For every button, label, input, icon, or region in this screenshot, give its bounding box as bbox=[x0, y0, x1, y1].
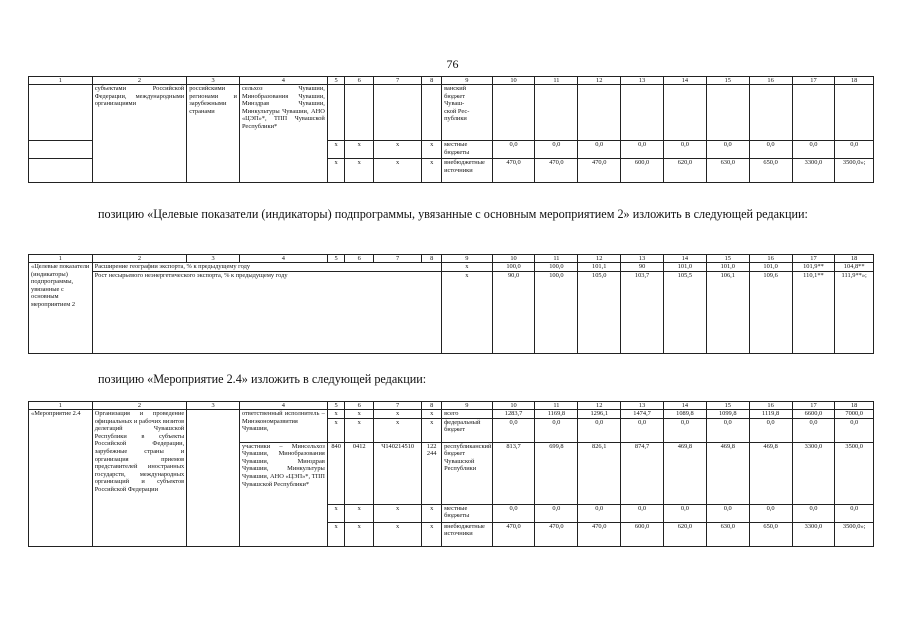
cell-amount: 7000,0 bbox=[835, 410, 874, 419]
cell-amount: 3500,0 bbox=[835, 442, 874, 504]
table-row bbox=[29, 410, 874, 419]
column-number: 4 bbox=[239, 402, 327, 410]
cell-amount: 650,0 bbox=[749, 159, 792, 183]
column-number: 15 bbox=[706, 402, 749, 410]
instruction-paragraph-1: позицию «Целевые показатели (индикаторы) подпрограммы, увязанные с основным мероприятием 2» изложить в следующей редакции: bbox=[98, 207, 808, 221]
cell-code: x bbox=[327, 410, 345, 419]
cell-indicator-value: 109,6 bbox=[749, 271, 792, 353]
cell-indicator-value: 100,0 bbox=[535, 271, 578, 353]
cell-indicator-value: 101,0 bbox=[706, 263, 749, 272]
cell-amount: 3500,0»; bbox=[835, 159, 874, 183]
column-number: 7 bbox=[373, 402, 421, 410]
cell-amount: 699,8 bbox=[535, 442, 578, 504]
cell-amount: 3300,0 bbox=[792, 442, 835, 504]
cell-description: субъектами Российской Федерации, международными организациями bbox=[92, 85, 186, 183]
cell-amount: 0,0 bbox=[492, 418, 535, 442]
cell-code: x bbox=[345, 141, 374, 159]
cell-code: x bbox=[327, 141, 345, 159]
column-number: 6 bbox=[345, 402, 374, 410]
cell-amount: 600,0 bbox=[621, 159, 664, 183]
cell-amount: 600,0 bbox=[621, 522, 664, 546]
cell-indicator-value: 111,9**»; bbox=[835, 271, 874, 353]
cell-amount: 620,0 bbox=[664, 522, 707, 546]
cell-indicator-value: 100,0 bbox=[535, 263, 578, 272]
column-number: 6 bbox=[345, 255, 374, 263]
cell-funding-source: федеральный бюджет bbox=[442, 418, 493, 442]
continuation-table bbox=[28, 76, 874, 183]
cell-amount: 0,0 bbox=[535, 141, 578, 159]
column-number: 4 bbox=[239, 255, 327, 263]
cell-amount: 874,7 bbox=[621, 442, 664, 504]
page-number: 76 bbox=[446, 57, 459, 71]
cell-responsible: ответственный исполнитель – Минэкономразвития Чувашии, bbox=[239, 410, 327, 443]
column-number: 12 bbox=[578, 255, 621, 263]
cell-code: x bbox=[373, 141, 421, 159]
cell-code: x bbox=[327, 504, 345, 522]
column-number: 3 bbox=[187, 77, 240, 85]
cell-amount: 1169,8 bbox=[535, 410, 578, 419]
column-number: 12 bbox=[578, 402, 621, 410]
column-number: 2 bbox=[92, 402, 186, 410]
column-number: 4 bbox=[239, 77, 327, 85]
cell-amount: 469,8 bbox=[664, 442, 707, 504]
cell-indicator-name: Расширение географии экспорта, % к предыдущему году bbox=[92, 263, 441, 272]
cell-indicator-value: 104,8** bbox=[835, 263, 874, 272]
cell-code: Ч140214510 bbox=[373, 442, 421, 504]
cell-indicator-value: 105,5 bbox=[664, 271, 707, 353]
column-number: 7 bbox=[373, 255, 421, 263]
column-number: 8 bbox=[422, 77, 442, 85]
cell-amount: 0,0 bbox=[664, 141, 707, 159]
cell-indicator-value: 106,1 bbox=[706, 271, 749, 353]
cell-amount: 469,8 bbox=[706, 442, 749, 504]
cell-code: x bbox=[345, 159, 374, 183]
cell-amount: 0,0 bbox=[664, 504, 707, 522]
column-number: 1 bbox=[29, 402, 93, 410]
cell-amount: 620,0 bbox=[664, 159, 707, 183]
cell-amount: 1474,7 bbox=[621, 410, 664, 419]
instruction-paragraph-2: позицию «Мероприятие 2.4» изложить в следующей редакции: bbox=[98, 372, 427, 386]
column-number: 10 bbox=[492, 402, 535, 410]
cell-code: x bbox=[422, 410, 442, 419]
cell-code: 122 244 bbox=[422, 442, 442, 504]
cell-indicator-group: «Целевые показатели (индикаторы) подпрограммы, увязанные с основным мероприятием 2 bbox=[29, 263, 93, 354]
column-number: 16 bbox=[749, 255, 792, 263]
column-number: 3 bbox=[187, 402, 240, 410]
cell-amount: 1089,8 bbox=[664, 410, 707, 419]
cell-partners: российскими регионами и зарубежными странами bbox=[187, 85, 240, 183]
column-number: 18 bbox=[835, 402, 874, 410]
cell-amount: 0,0 bbox=[749, 504, 792, 522]
cell-amount: 650,0 bbox=[749, 522, 792, 546]
column-number: 13 bbox=[621, 77, 664, 85]
cell-code: x bbox=[442, 263, 493, 272]
column-number: 1 bbox=[29, 77, 93, 85]
cell-amount: 0,0 bbox=[578, 418, 621, 442]
cell-funding-source: местные бюджеты bbox=[442, 141, 493, 159]
cell-amount: 0,0 bbox=[792, 504, 835, 522]
column-number-row bbox=[29, 402, 874, 410]
cell-amount: 0,0 bbox=[664, 418, 707, 442]
cell-amount: 1099,8 bbox=[706, 410, 749, 419]
cell-amount: 6600,0 bbox=[792, 410, 835, 419]
cell-amount: 813,7 bbox=[492, 442, 535, 504]
cell-indicator-value: 101,1 bbox=[578, 263, 621, 272]
cell-funding-source: местные бюджеты bbox=[442, 504, 493, 522]
column-number: 11 bbox=[535, 77, 578, 85]
cell-code: x bbox=[345, 418, 374, 442]
cell-indicator-value: 101,9** bbox=[792, 263, 835, 272]
cell-amount: 0,0 bbox=[792, 141, 835, 159]
cell-code: x bbox=[373, 159, 421, 183]
cell-indicator-value: 105,0 bbox=[578, 271, 621, 353]
cell-code: x bbox=[345, 504, 374, 522]
cell-funding-source: республиканский бюджет Чувашской Республики bbox=[442, 442, 493, 504]
cell-code: x bbox=[422, 418, 442, 442]
cell-code: x bbox=[442, 271, 493, 353]
cell-code: x bbox=[373, 522, 421, 546]
cell-amount: 0,0 bbox=[835, 141, 874, 159]
column-number: 5 bbox=[327, 255, 345, 263]
cell-code: x bbox=[345, 410, 374, 419]
indicators-table bbox=[28, 254, 874, 354]
cell-amount: 826,1 bbox=[578, 442, 621, 504]
column-number: 14 bbox=[664, 255, 707, 263]
table-row bbox=[29, 271, 874, 353]
cell-code: x bbox=[422, 141, 442, 159]
column-number: 9 bbox=[442, 402, 493, 410]
column-number: 10 bbox=[492, 77, 535, 85]
cell-amount: 3300,0 bbox=[792, 522, 835, 546]
cell-amount: 0,0 bbox=[792, 418, 835, 442]
column-number: 7 bbox=[373, 77, 421, 85]
table-row bbox=[29, 85, 874, 141]
column-number: 8 bbox=[422, 255, 442, 263]
cell-amount: 0,0 bbox=[621, 141, 664, 159]
cell-amount: 630,0 bbox=[706, 159, 749, 183]
cell-funding-source: внебюджетные источники bbox=[442, 159, 493, 183]
column-number: 17 bbox=[792, 402, 835, 410]
column-number: 1 bbox=[29, 255, 93, 263]
cell-code: x bbox=[327, 159, 345, 183]
column-number: 18 bbox=[835, 77, 874, 85]
cell-amount: 1283,7 bbox=[492, 410, 535, 419]
cell-amount: 0,0 bbox=[749, 141, 792, 159]
cell-code: x bbox=[422, 504, 442, 522]
column-number: 17 bbox=[792, 255, 835, 263]
column-number: 14 bbox=[664, 402, 707, 410]
cell-amount: 470,0 bbox=[492, 522, 535, 546]
cell-amount: 470,0 bbox=[578, 522, 621, 546]
cell-code: x bbox=[327, 522, 345, 546]
cell-funding-source: внебюджетные источники bbox=[442, 522, 493, 546]
column-number: 8 bbox=[422, 402, 442, 410]
cell-amount: 470,0 bbox=[492, 159, 535, 183]
column-number: 13 bbox=[621, 402, 664, 410]
cell-code: x bbox=[373, 410, 421, 419]
cell-indicator-name: Рост несырьевого неэнергетического экспорта, % к предыдущему году bbox=[92, 271, 441, 353]
column-number: 18 bbox=[835, 255, 874, 263]
column-number: 9 bbox=[442, 77, 493, 85]
cell-funding-source: всего bbox=[442, 410, 493, 419]
cell-amount: 0,0 bbox=[578, 504, 621, 522]
cell-amount: 0,0 bbox=[492, 141, 535, 159]
column-number: 11 bbox=[535, 402, 578, 410]
cell-amount: 0,0 bbox=[535, 418, 578, 442]
cell-amount: 0,0 bbox=[535, 504, 578, 522]
column-number: 15 bbox=[706, 77, 749, 85]
cell-amount: 3500,0»; bbox=[835, 522, 874, 546]
column-number: 10 bbox=[492, 255, 535, 263]
cell-measure-description: Организация и проведение официальных и рабочих визитов делегаций Чувашской Республики в субъекты Российской Федерации, зарубежные страны и организация приемов представителей иностранных государств, международных организаций и субъектов Российской Федерации bbox=[92, 410, 186, 547]
cell-code: x bbox=[422, 522, 442, 546]
cell-amount: 0,0 bbox=[706, 141, 749, 159]
column-number: 13 bbox=[621, 255, 664, 263]
cell-participants: участники – Минсельхоз Чувашии, Минобразования Чувашии, Минздрав Чувашии, Минкультуры Чувашии, АНО «ЦЭП»*, ТПП Чувашской Республики* bbox=[239, 442, 327, 546]
measure-table bbox=[28, 401, 874, 547]
column-number: 17 bbox=[792, 77, 835, 85]
cell-indicator-value: 101,0 bbox=[749, 263, 792, 272]
cell-executors: сельхоз Чувашии, Минобразования Чувашии, Минздрав Чувашии, Минкультуры Чувашии, АНО «ЦЭП»*, ТПП Чувашской Республики* bbox=[239, 85, 327, 183]
cell-amount: 0,0 bbox=[835, 504, 874, 522]
cell-amount: 0,0 bbox=[749, 418, 792, 442]
cell-indicator-value: 101,0 bbox=[664, 263, 707, 272]
cell-code: 840 bbox=[327, 442, 345, 504]
cell-indicator-value: 103,7 bbox=[621, 271, 664, 353]
table-row bbox=[29, 263, 874, 272]
cell-amount: 1296,1 bbox=[578, 410, 621, 419]
column-number: 2 bbox=[92, 255, 186, 263]
cell-measure-name: «Мероприятие 2.4 bbox=[29, 410, 93, 547]
column-number-row bbox=[29, 255, 874, 263]
cell-amount: 470,0 bbox=[578, 159, 621, 183]
cell-amount: 630,0 bbox=[706, 522, 749, 546]
cell-code: x bbox=[345, 522, 374, 546]
column-number: 12 bbox=[578, 77, 621, 85]
cell-indicator-value: 100,0 bbox=[492, 263, 535, 272]
cell-amount: 469,8 bbox=[749, 442, 792, 504]
column-number: 9 bbox=[442, 255, 493, 263]
column-number: 6 bbox=[345, 77, 374, 85]
column-number: 16 bbox=[749, 77, 792, 85]
cell-amount: 0,0 bbox=[492, 504, 535, 522]
cell-amount: 0,0 bbox=[706, 504, 749, 522]
cell-source: ванский бюджет Чуваш- ской Рес- публики bbox=[442, 85, 493, 141]
cell-indicator-value: 90,0 bbox=[492, 271, 535, 353]
cell-code: 0412 bbox=[345, 442, 374, 504]
cell-code: x bbox=[373, 418, 421, 442]
cell-amount: 0,0 bbox=[835, 418, 874, 442]
cell-amount: 470,0 bbox=[535, 522, 578, 546]
cell-indicator-value: 110,1** bbox=[792, 271, 835, 353]
cell-amount: 0,0 bbox=[621, 504, 664, 522]
column-number: 11 bbox=[535, 255, 578, 263]
cell-amount: 0,0 bbox=[706, 418, 749, 442]
cell-amount: 0,0 bbox=[621, 418, 664, 442]
cell-amount: 3300,0 bbox=[792, 159, 835, 183]
cell-code: x bbox=[422, 159, 442, 183]
column-number: 14 bbox=[664, 77, 707, 85]
column-number-row bbox=[29, 77, 874, 85]
column-number: 16 bbox=[749, 402, 792, 410]
column-number: 3 bbox=[187, 255, 240, 263]
column-number: 5 bbox=[327, 402, 345, 410]
cell-indicator-value: 90 bbox=[621, 263, 664, 272]
cell-amount: 0,0 bbox=[578, 141, 621, 159]
column-number: 2 bbox=[92, 77, 186, 85]
cell-amount: 1119,8 bbox=[749, 410, 792, 419]
cell-code: x bbox=[327, 418, 345, 442]
cell-col1 bbox=[29, 85, 93, 141]
cell-code: x bbox=[373, 504, 421, 522]
column-number: 5 bbox=[327, 77, 345, 85]
column-number: 15 bbox=[706, 255, 749, 263]
cell-amount: 470,0 bbox=[535, 159, 578, 183]
